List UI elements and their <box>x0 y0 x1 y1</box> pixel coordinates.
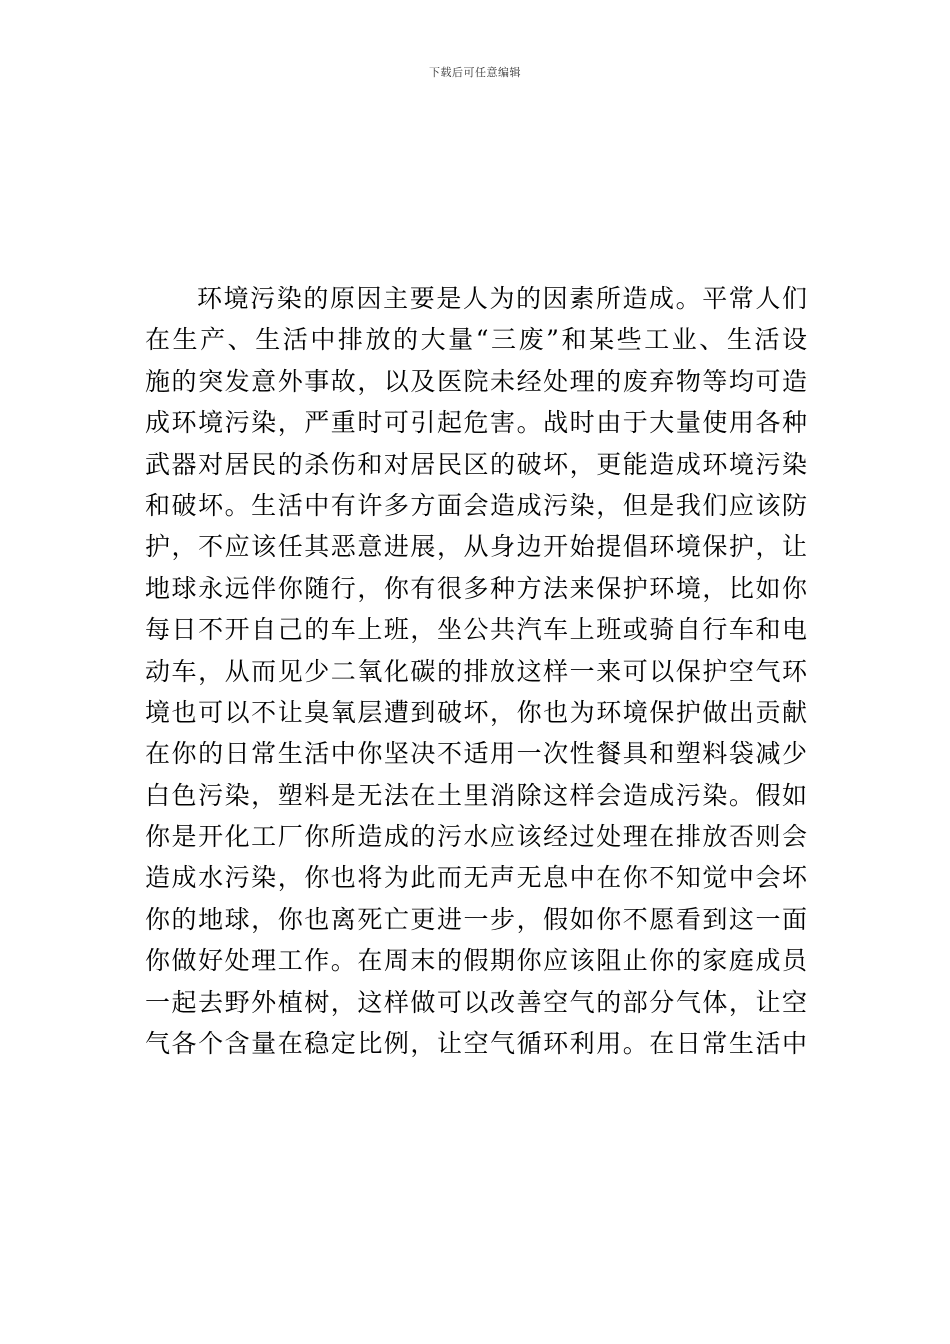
text-line: 在你的日常生活中你坚决不适用一次性餐具和塑料袋减少 <box>145 739 807 769</box>
text-line: 你的地球，你也离死亡更进一步，假如你不愿看到这一面 <box>145 904 807 934</box>
text-line: 一起去野外植树，这样做可以改善空气的部分气体，让空 <box>145 987 807 1017</box>
header-note: 下载后可任意编辑 <box>429 66 521 79</box>
text-line: 动车，从而见少二氧化碳的排放这样一来可以保护空气环 <box>145 656 807 686</box>
text-line: 造成水污染，你也将为此而无声无息中在你不知觉中会坏 <box>145 863 807 893</box>
text-line: 施的突发意外事故，以及医院未经处理的废弃物等均可造 <box>145 366 807 396</box>
text-line: 武器对居民的杀伤和对居民区的破坏，更能造成环境污染 <box>145 449 807 479</box>
body-paragraph <box>145 278 807 1064</box>
text-line: 在生产、生活中排放的大量“三废”和某些工业、生活设 <box>145 325 807 355</box>
text-line: 境也可以不让臭氧层遭到破坏，你也为环境保护做出贡献 <box>145 697 807 727</box>
text-line: 和破坏。生活中有许多方面会造成污染，但是我们应该防 <box>145 490 807 520</box>
text-line: 白色污染，塑料是无法在土里消除这样会造成污染。假如 <box>145 780 807 810</box>
text-line: 你是开化工厂你所造成的污水应该经过处理在排放否则会 <box>145 822 807 852</box>
text-line: 成环境污染，严重时可引起危害。战时由于大量使用各种 <box>145 408 807 438</box>
text-line: 每日不开自己的车上班，坐公共汽车上班或骑自行车和电 <box>145 615 807 645</box>
text-line: 环境污染的原因主要是人为的因素所造成。平常人们 <box>197 284 807 313</box>
text-line: 护，不应该任其恶意进展，从身边开始提倡环境保护，让 <box>145 532 807 562</box>
text-line: 地球永远伴你随行，你有很多种方法来保护环境，比如你 <box>145 573 807 603</box>
text-line: 你做好处理工作。在周末的假期你应该阻止你的家庭成员 <box>145 946 807 976</box>
text-line: 气各个含量在稳定比例，让空气循环利用。在日常生活中 <box>145 1029 807 1059</box>
